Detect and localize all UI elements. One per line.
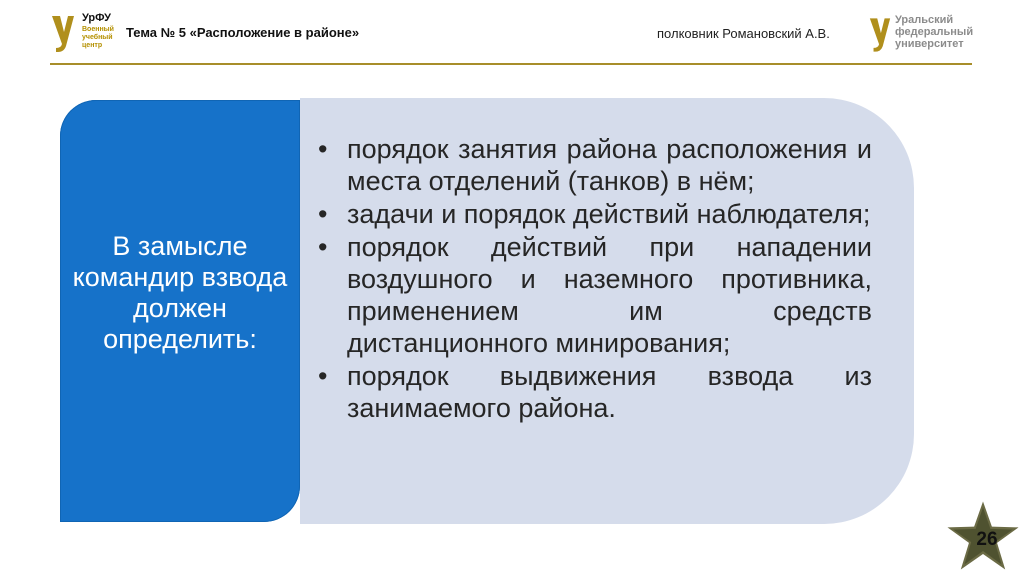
author-name: полковник Романовский А.В. (657, 26, 830, 41)
urfu-emblem-icon (868, 16, 892, 54)
header-divider (50, 63, 972, 65)
urfu-emblem-icon (50, 14, 76, 54)
list-item: • порядок занятия района расположения и места отделений (танков) в нём; (318, 134, 872, 196)
intro-panel (60, 100, 300, 522)
urfu-logo-title: УрФУ (82, 12, 111, 24)
slide-number: 26 (976, 529, 998, 550)
urfu-military-center-logo (50, 12, 120, 60)
university-name: Уральский федеральный университет (895, 14, 974, 50)
list-item: • задачи и порядок действий наблюдателя; (318, 199, 871, 229)
urfu-logo-subtitle: Военный учебный центр (82, 26, 114, 49)
list-item: • порядок выдвижения взвода из занимаемого района. (318, 361, 872, 423)
bullet-dot-icon: • (318, 361, 328, 391)
bullet-dot-icon: • (318, 134, 328, 164)
topic-title: Тема № 5 «Расположение в районе» (126, 25, 360, 40)
ural-federal-university-logo (868, 13, 988, 57)
list-item: • порядок действий при нападении воздушного и наземного противника, применением им средств дистанционного минирования; (318, 232, 872, 358)
intro-text: В замысле командир взвода должен определить: (72, 231, 288, 354)
bullet-dot-icon: • (318, 232, 328, 262)
bullet-list (318, 133, 872, 425)
bullet-dot-icon: • (318, 199, 328, 229)
